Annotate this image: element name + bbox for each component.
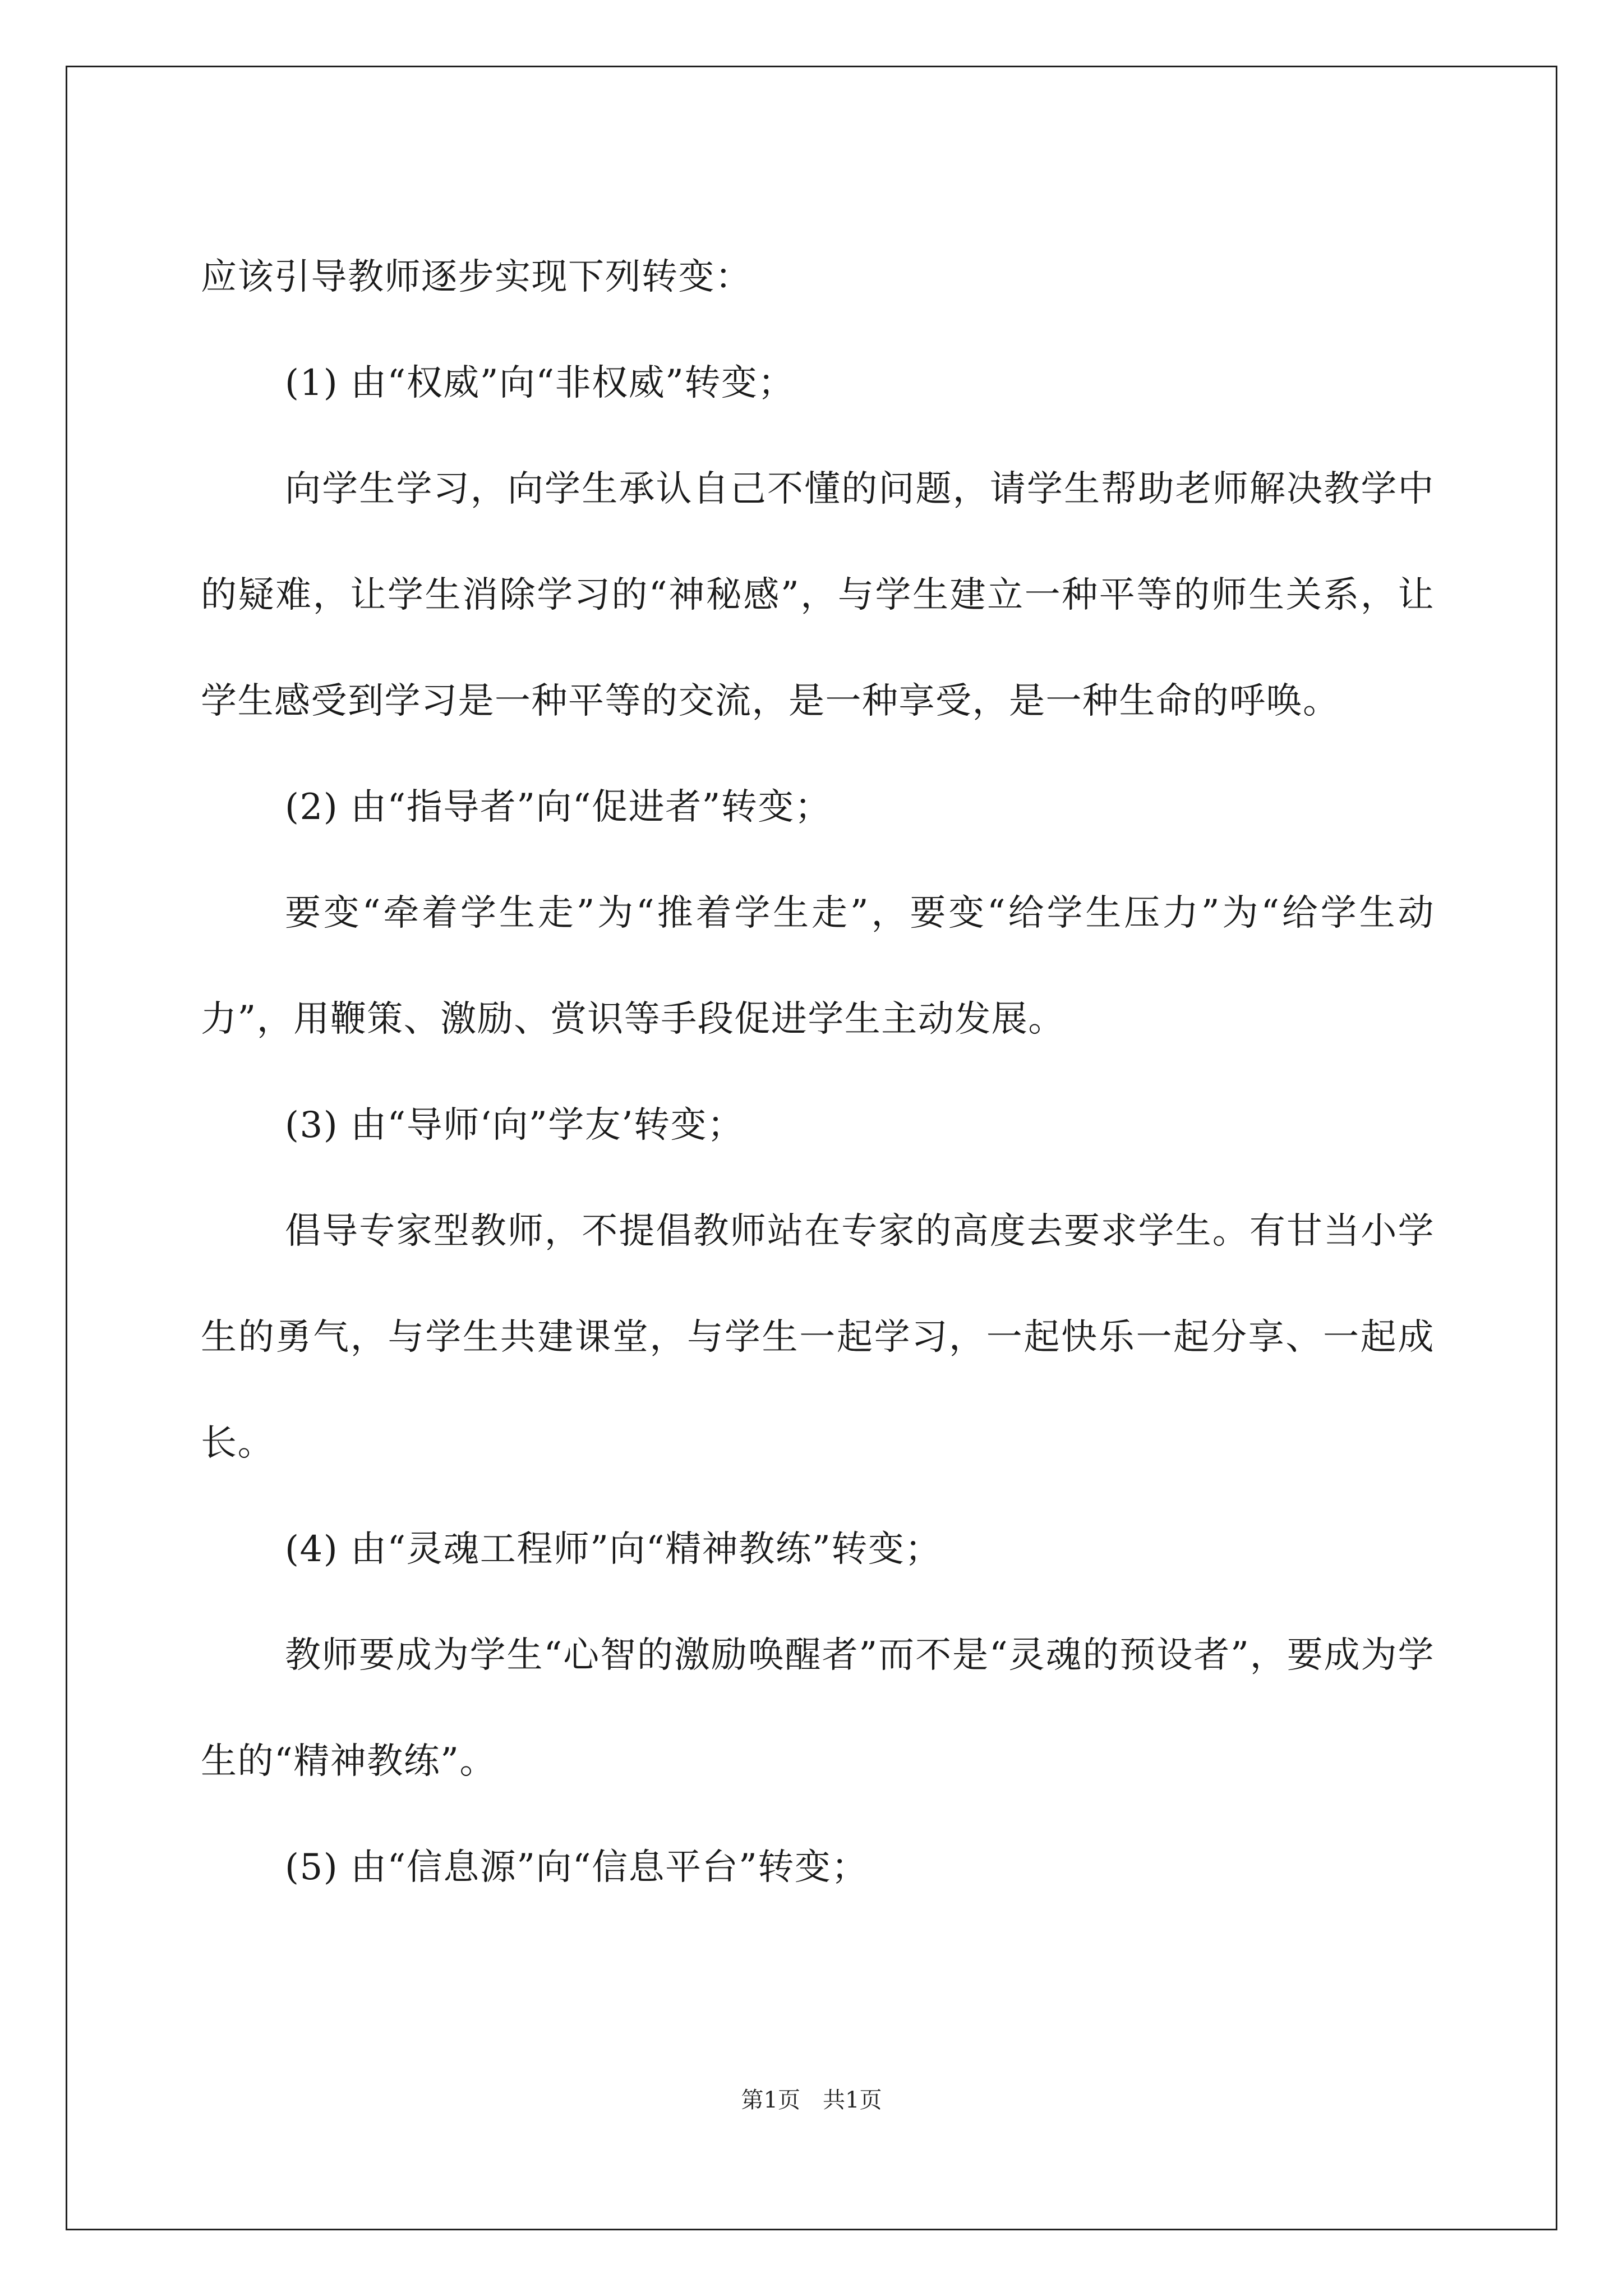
heading-item-5: (5) 由“信息源”向“信息平台”转变； (285, 1847, 868, 1888)
heading-item-4: (4) 由“灵魂工程师”向“精神教练”转变； (285, 1529, 942, 1570)
page-number-footer: 第1页 共1页 (741, 2087, 882, 2113)
heading-item-1: (1) 由“权威”向“非权威”转变； (285, 362, 795, 404)
paragraph-item-2: 要变“牵着学生走”为“推着学生走”，要变“给学生压力”为“给学生动力”，用鞭策、激励、赏识等手段促进学生主动发展。 (201, 892, 1435, 1040)
paragraph-item-4: 教师要成为学生“心智的激励唤醒者”而不是“灵魂的预设者”，要成为学生的“精神教练”。 (201, 1635, 1435, 1782)
heading-item-3: (3) 由“导师‘向”学友’转变； (285, 1105, 744, 1146)
document-body (201, 224, 1435, 1921)
paragraph-item-1: 向学生学习，向学生承认自己不懂的问题，请学生帮助老师解决教学中的疑难，让学生消除学习的“神秘感”，与学生建立一种平等的师生关系，让学生感受到学习是一种平等的交流，是一种享受，是一种生命的呼唤。 (201, 468, 1435, 722)
paragraph-intro: 应该引导教师逐步实现下列转变： (201, 256, 752, 298)
paragraph-item-3: 倡导专家型教师，不提倡教师站在专家的高度去要求学生。有甘当小学生的勇气，与学生共建课堂，与学生一起学习，一起快乐一起分享、一起成长。 (201, 1211, 1435, 1464)
heading-item-2: (2) 由“指导者”向“促进者”转变； (285, 786, 832, 828)
